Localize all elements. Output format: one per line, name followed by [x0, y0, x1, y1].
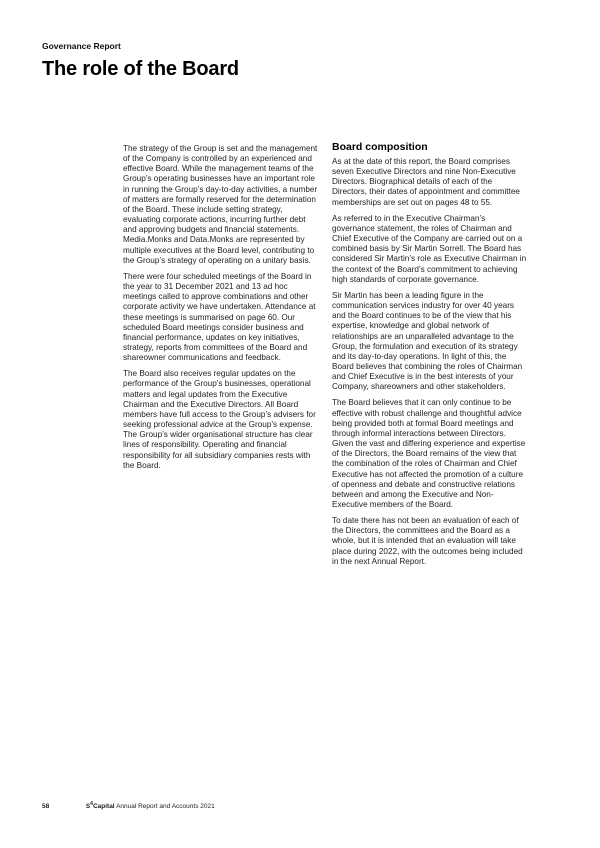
body-paragraph: The Board believes that it can only continue to be effective with robust challenge and thoughtful advice being provided both at formal Board meetings and through informal interactions between Directors. Given the vast and differing experience and expertise of the Directors, the Board remains of the view that the combination of the roles of Chairman and Chief Executive has not affected the promotion of a culture of openness and debate and constructive relations between and among the Executive and Non-Executive members of the Board.	[332, 398, 526, 509]
brand-superscript: 4	[90, 800, 93, 807]
body-paragraph: To date there has not been an evaluation of each of the Directors, the committees and the Board as a whole, but it is intended that an evaluation will take place during 2022, with the outcomes being included in the next Annual Report.	[332, 516, 523, 566]
body-paragraph: The strategy of the Group is set and the management of the Company is controlled by an experienced and effective Board. While the management teams of the Group’s operating businesses have an important role in running the Group’s day-to-day activities, a number of matters are formally reserved for the determination of the Board. These include setting strategy, evaluating corporate actions, incurring further debt and approving budgets and financial statements. Media.Monks and Data.Monks are represented by multiple executives at the Board level, contributing to the Group’s strategy of operating on a unitary basis.	[123, 144, 318, 265]
right-column	[332, 141, 528, 573]
body-paragraph: As referred to in the Executive Chairman’s governance statement, the roles of Chairman and Chief Executive of the Company are carried out on a combined basis by Sir Martin Sorrell. The Board has considered Sir Martin’s role as Executive Chairman in the context of the Board’s commitment to achieving high standards of corporate governance.	[332, 213, 527, 284]
body-paragraph: Sir Martin has been a leading figure in the communication services industry for over 40 years and the Board continues to be of the view that his expertise, knowledge and global network of relationships are an unparalleled advantage to the Group, the formulation and execution of its strategy and its day-to-day operations. In light of this, the Board believes that combining the roles of Chairman and Chief Executive is in the best interests of your Company, shareowners and other stakeholders.	[332, 290, 523, 392]
brand-prefix: S	[85, 803, 91, 810]
left-column	[123, 144, 319, 477]
page-title: The role of the Board	[42, 58, 239, 80]
body-paragraph: There were four scheduled meetings of the Board in the year to 31 December 2021 and 13 ad hoc meetings called to approve combinations and other corporate activity we have undertaken. Attendance at these meetings is summarised on page 60. Our scheduled Board meetings consider business and financial performance, updates on key initiatives, strategy, reports from committees of the Board and shareowner communications and feedback.	[123, 271, 316, 363]
brand-suffix: Capital	[92, 803, 115, 810]
body-paragraph: As at the date of this report, the Board comprises seven Executive Directors and nine Non-Executive Directors. Biographical details of each of the Directors, their dates of appointment and committee memberships are set out on pages 48 to 55.	[332, 157, 520, 207]
page-number: 58	[42, 803, 50, 810]
page-footer	[42, 800, 215, 810]
board-composition-heading: Board composition	[332, 141, 428, 153]
brand-logo	[85, 800, 115, 810]
report-title: Annual Report and Accounts 2021	[116, 803, 215, 810]
body-paragraph: The Board also receives regular updates on the performance of the Group’s businesses, operational matters and legal updates from the Executive Chairman and the Executive Directors. All Board members have full access to the Group’s advisers for seeking professional advice at the Group’s expense. The Group’s wider organisational structure has clear lines of responsibility. Operating and financial responsibility for all subsidiary companies rests with the Board.	[123, 369, 316, 470]
section-label: Governance Report	[42, 41, 121, 51]
